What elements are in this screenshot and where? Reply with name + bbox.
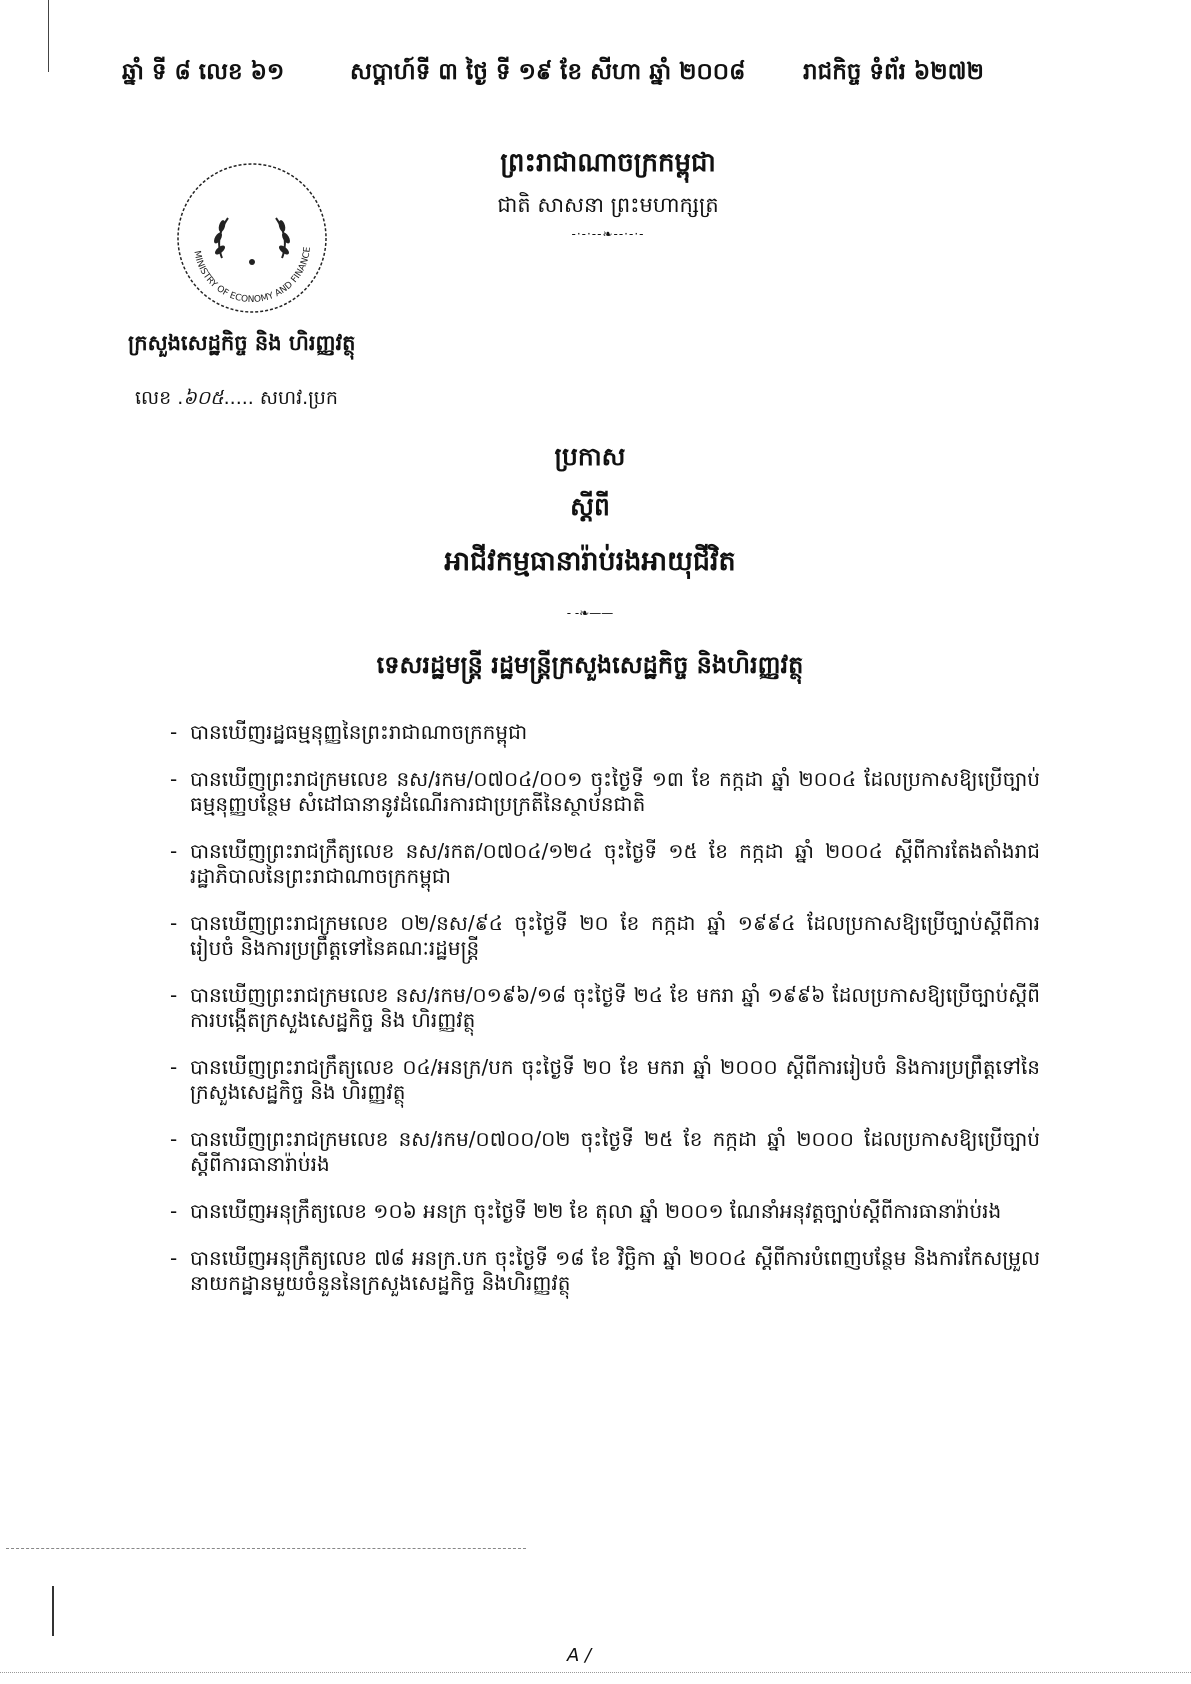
ministry-seal-icon bbox=[172, 158, 332, 318]
svg-text:MINISTRY OF ECONOMY AND FINANC bbox=[191, 246, 313, 305]
ornament: - -❧—— bbox=[566, 606, 614, 620]
kingdom-heading bbox=[458, 146, 758, 241]
reference-number: លេខ .៦០៥..... សហវ.ប្រក bbox=[135, 387, 338, 409]
kingdom-title: ព្រះរាជាណាចក្រកម្ពុជា bbox=[500, 148, 716, 178]
margin-line bbox=[52, 1586, 54, 1636]
ref-number: ៦០៥ bbox=[183, 387, 224, 409]
clause-item: - បានឃើញព្រះរាជក្រមលេខ ០២/នស/៩៤ ចុះថ្ងៃទី ២០ ខែ កក្កដា ឆ្នាំ ១៩៩៤ ដែលប្រកាសឱ្យប្រើច្បាប់ស្តីពីការរៀបចំ និងការប្រព្រឹត្តទៅនៃគណៈរដ្ឋមន្ត្រី bbox=[170, 911, 1040, 960]
seal-text: MINISTRY OF ECONOMY AND FINANCE bbox=[191, 246, 313, 306]
issuer-title: ទេសរដ្ឋមន្ត្រី រដ្ឋមន្ត្រីក្រសួងសេដ្ឋកិច្ច និងហិរញ្ញវត្ថុ bbox=[376, 651, 804, 679]
clause-item: - បានឃើញរដ្ឋធម្មនុញ្ញនៃព្រះរាជាណាចក្រកម្ពុជា bbox=[170, 720, 528, 744]
clause-list bbox=[170, 720, 1040, 1318]
document-about: ស្តីពី bbox=[570, 492, 610, 521]
clause-item: - បានឃើញព្រះរាជក្រឹត្យលេខ ០៤/អនក្រ/បក ចុះថ្ងៃទី ២០ ខែ មករា ឆ្នាំ ២០០០ ស្តីពីការរៀបចំ និងការប្រព្រឹត្តទៅនៃក្រសួងសេដ្ឋកិច្ច និង ហិរញ្ញវត្ថុ bbox=[170, 1055, 1040, 1104]
header-page: រាជកិច្ច ទំព័រ ៦២៧២ bbox=[803, 59, 984, 85]
document-type: ប្រកាស bbox=[554, 442, 626, 471]
ministry-name: ក្រសួងសេដ្ឋកិច្ច និង ហិរញ្ញវត្ថុ bbox=[128, 331, 356, 355]
header-issue: ឆ្នាំ ទី ៨ លេខ ៦១ bbox=[122, 59, 285, 85]
clause-item: - បានឃើញព្រះរាជក្រមលេខ នស/រកម/០៧០០/០២ ចុះថ្ងៃទី ២៥ ខែ កក្កដា ឆ្នាំ ២០០០ ដែលប្រកាសឱ្យប្រើច្បាប់ស្តីពីការធានារ៉ាប់រង bbox=[170, 1127, 1040, 1176]
clause-item: - បានឃើញព្រះរាជក្រមលេខ នស/រកម/០៧០៤/០០១ ចុះថ្ងៃទី ១៣ ខែ កក្កដា ឆ្នាំ ២០០៤ ដែលប្រកាសឱ្យប្រើច្បាប់ធម្មនុញ្ញបន្ថែម សំដៅធានានូវដំណើរការជាប្រក្រតីនៃស្ថាប័នជាតិ bbox=[170, 767, 1040, 816]
clause-item: - បានឃើញព្រះរាជក្រឹត្យលេខ នស/រកត/០៧០៤/១២៤ ចុះថ្ងៃទី ១៥ ខែ កក្កដា ឆ្នាំ ២០០៤ ស្តីពីការតែងតាំងរាជរដ្ឋាភិបាលនៃព្រះរាជាណាចក្រកម្ពុជា bbox=[170, 839, 1040, 888]
margin-line bbox=[48, 0, 49, 72]
header-date: សប្តាហ៍ទី ៣ ថ្ងៃ ទី ១៩ ខែ សីហា ឆ្នាំ ២០០៨ bbox=[350, 59, 746, 85]
clause-item: - បានឃើញអនុក្រឹត្យលេខ ៧៨ អនក្រ.បក ចុះថ្ងៃទី ១៨ ខែ វិច្ឆិកា ឆ្នាំ ២០០៤ ស្តីពីការបំពេញបន្ថែម និងការកែសម្រួលនាយកដ្ឋានមួយចំនួននៃក្រសួងសេដ្ឋកិច្ច និងហិរញ្ញវត្ថុ bbox=[170, 1246, 1040, 1295]
page-mark: A / bbox=[567, 1645, 592, 1666]
kingdom-motto: ជាតិ សាសនា ព្រះមហាក្សត្រ bbox=[497, 193, 719, 217]
clause-item: - បានឃើញព្រះរាជក្រមលេខ នស/រកម/០១៩៦/១៨ ចុះថ្ងៃទី ២៤ ខែ មករា ឆ្នាំ ១៩៩៦ ដែលប្រកាសឱ្យប្រើច្បាប់ស្តីពីការបង្កើតក្រសួងសេដ្ឋកិច្ច និង ហិរញ្ញវត្ថុ bbox=[170, 983, 1040, 1032]
scan-rule bbox=[6, 1548, 526, 1549]
document-subject: អាជីវកម្មធានារ៉ាប់រងអាយុជីវិត bbox=[444, 546, 736, 577]
ornament: -·-·--❧--·-·- bbox=[571, 227, 645, 241]
ref-label: លេខ bbox=[135, 387, 172, 409]
clause-item: - បានឃើញអនុក្រឹត្យលេខ ១០៦ អនក្រ ចុះថ្ងៃទី ២២ ខែ តុលា ឆ្នាំ ២០០១ ណែនាំអនុវត្តច្បាប់ស្តីពីការធានារ៉ាប់រង bbox=[170, 1199, 1002, 1223]
ref-suffix: សហវ.ប្រក bbox=[259, 387, 338, 409]
scan-rule bbox=[0, 1672, 1191, 1673]
